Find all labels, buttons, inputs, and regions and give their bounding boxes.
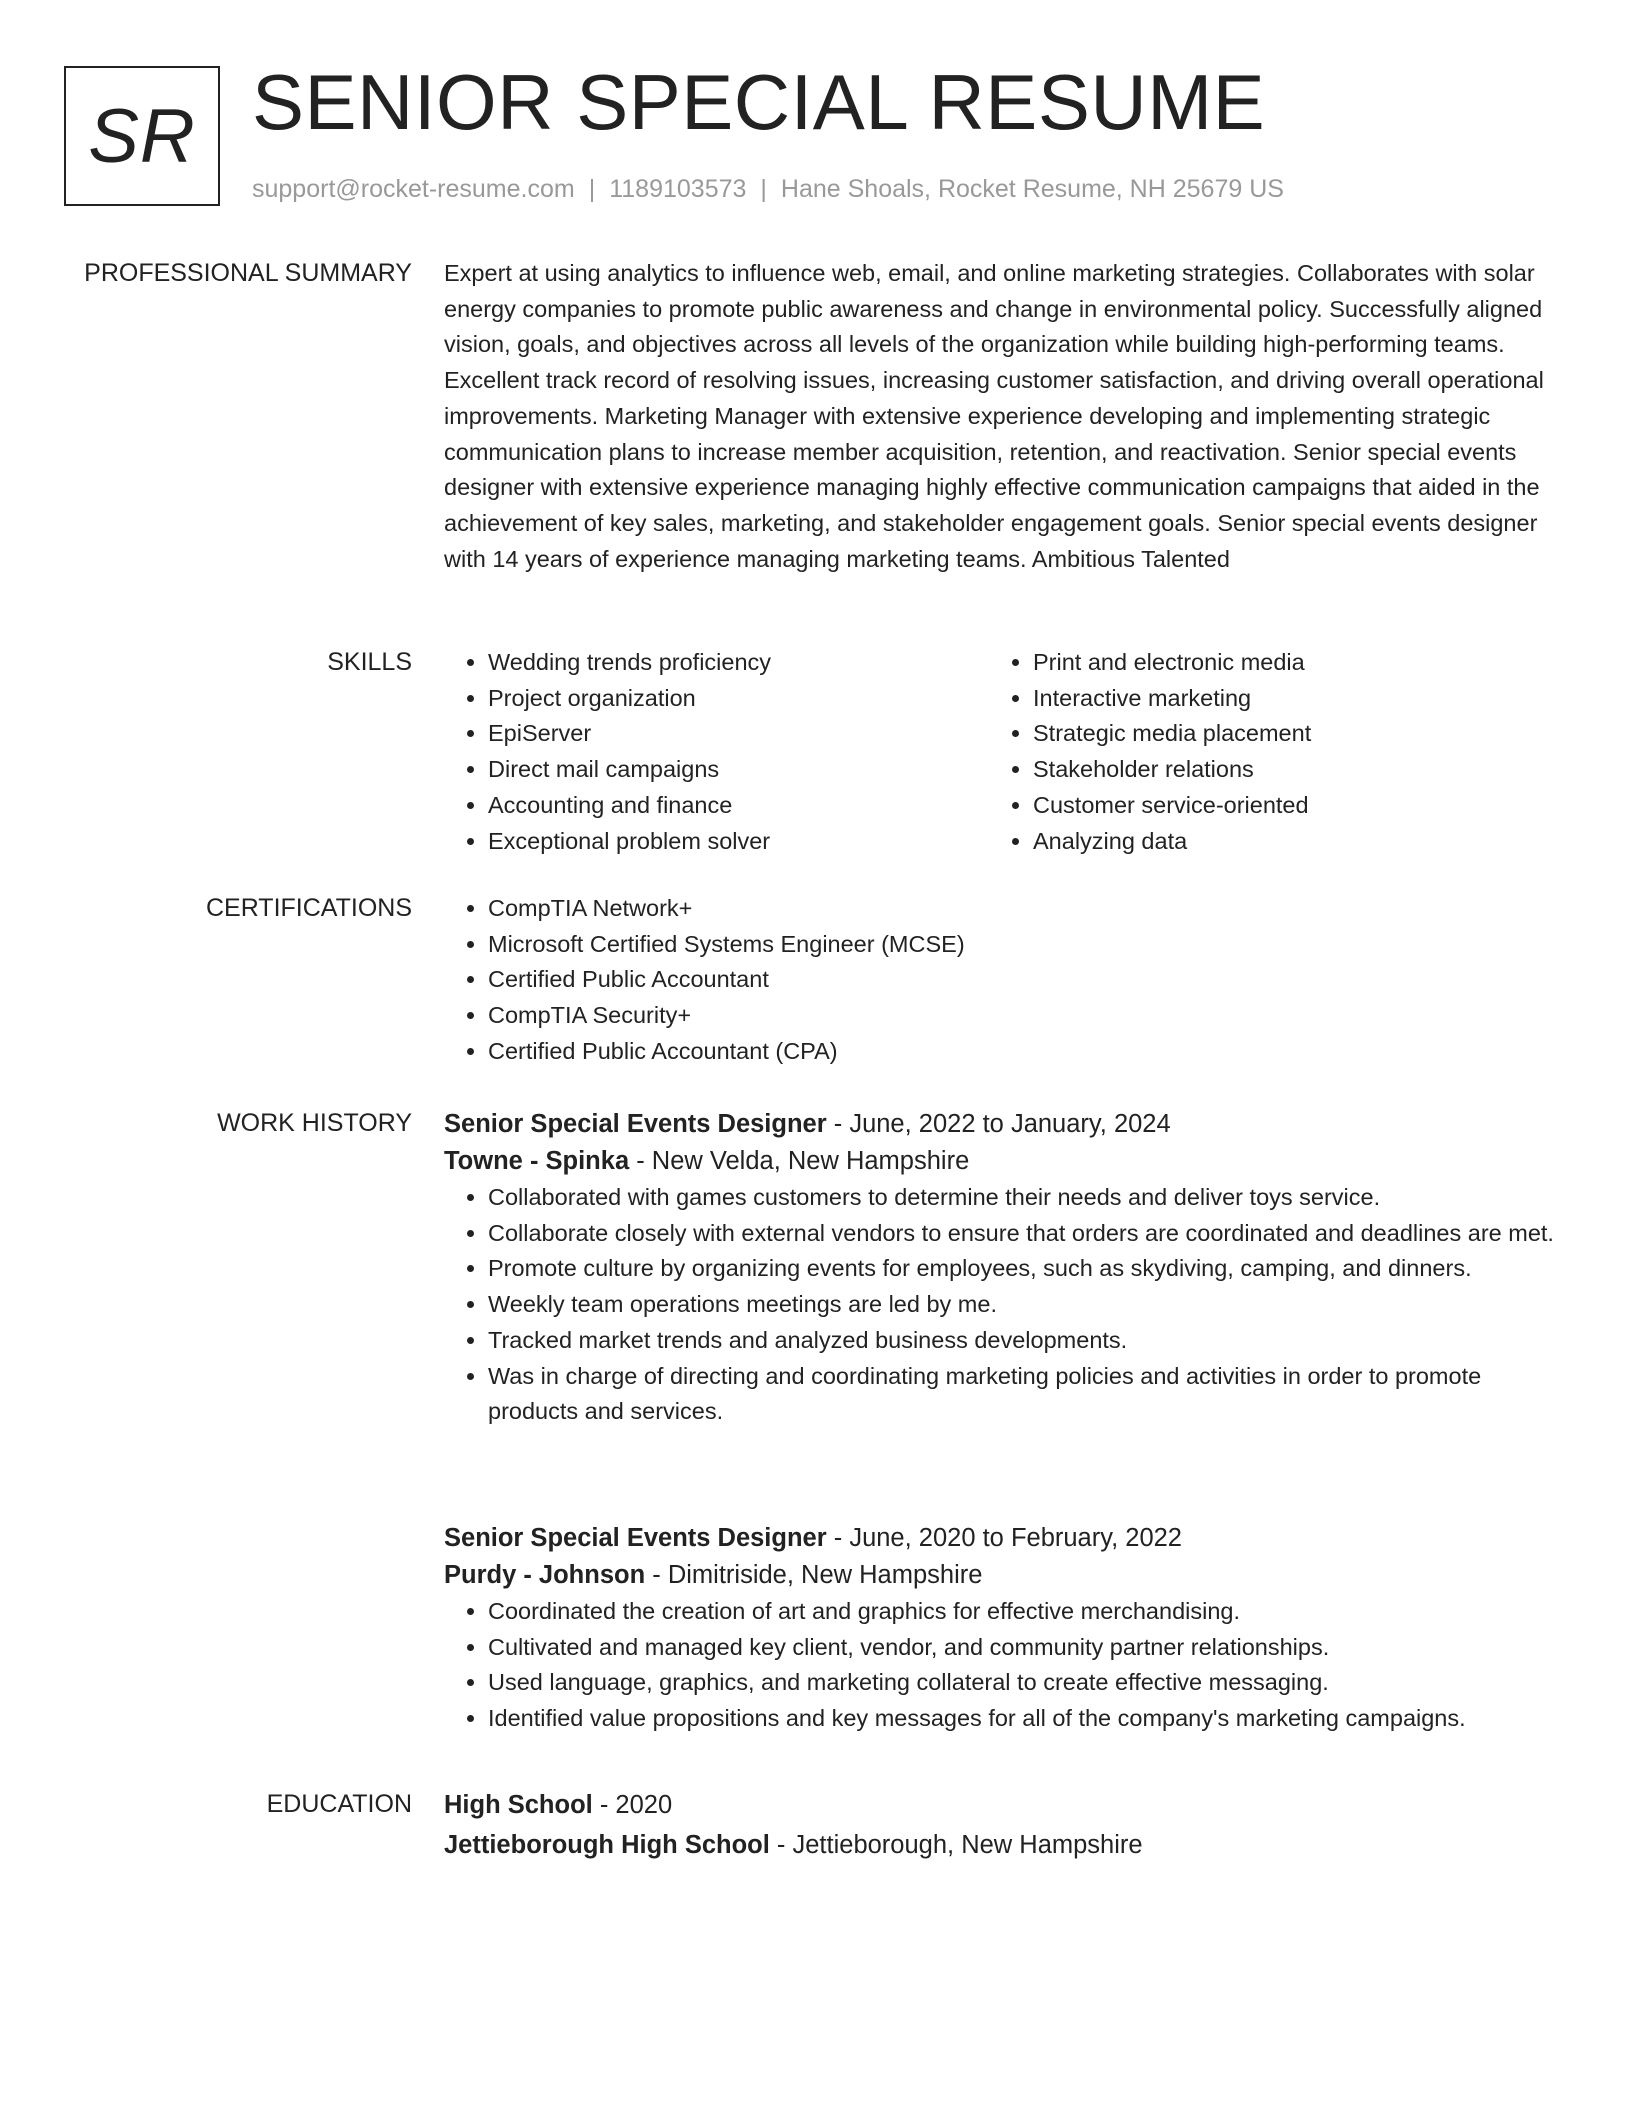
- skills-heading: SKILLS: [327, 648, 412, 676]
- contact-email: support@rocket-resume.com: [252, 175, 575, 203]
- skill-item: • Exceptional problem solver: [488, 824, 989, 860]
- education-heading: EDUCATION: [266, 1790, 412, 1818]
- job-company: Towne - Spinka: [444, 1147, 630, 1175]
- skill-item: • Analyzing data: [1033, 824, 1534, 860]
- resume-title: SENIOR SPECIAL RESUME: [252, 58, 1266, 146]
- job-dates: - June, 2022 to January, 2024: [826, 1110, 1171, 1138]
- education-degree: High School: [444, 1791, 593, 1819]
- job-title: Senior Special Events Designer: [444, 1524, 827, 1552]
- skill-item: • Project organization: [488, 681, 989, 717]
- education-year: - 2020: [592, 1791, 673, 1819]
- certification-item: • CompTIA Security+: [488, 998, 1560, 1034]
- job-company: Purdy - Johnson: [444, 1561, 646, 1589]
- skills-column-right: [989, 645, 1534, 859]
- skill-item: • Customer service-oriented: [1033, 788, 1534, 824]
- skill-item: • Direct mail campaigns: [488, 752, 989, 788]
- job-duties: [444, 1594, 1560, 1737]
- job-company-line: [444, 1557, 1560, 1594]
- job-location: - Dimitriside, New Hampshire: [645, 1561, 983, 1589]
- education-location: - Jettieborough, New Hampshire: [769, 1831, 1143, 1859]
- work-history-heading: WORK HISTORY: [217, 1109, 412, 1137]
- skill-item: • Strategic media placement: [1033, 716, 1534, 752]
- education-school: Jettieborough High School: [444, 1831, 770, 1859]
- skills-column-left: [444, 645, 989, 859]
- skill-item: • Print and electronic media: [1033, 645, 1534, 681]
- job-duty-item: • Collaborated with games customers to determine their needs and deliver toys service.: [488, 1180, 1560, 1216]
- job-duty-item: • Tracked market trends and analyzed business developments.: [488, 1323, 1560, 1359]
- skill-item: • Accounting and finance: [488, 788, 989, 824]
- certifications-heading: CERTIFICATIONS: [205, 894, 412, 922]
- job-duty-item: • Collaborate closely with external vendors to ensure that orders are coordinated and deadlines are met.: [488, 1216, 1560, 1252]
- job-company-line: [444, 1143, 1560, 1180]
- job-duty-item: • Was in charge of directing and coordinating marketing policies and activities in order to promote products and services.: [488, 1359, 1560, 1430]
- job-entry: [444, 1520, 1560, 1737]
- education-body: [444, 1787, 1560, 1864]
- education-school-line: [444, 1827, 1560, 1864]
- skill-item: • Wedding trends proficiency: [488, 645, 989, 681]
- contact-line: [252, 173, 1284, 205]
- job-duty-item: • Identified value propositions and key messages for all of the company's marketing campaigns.: [488, 1701, 1560, 1737]
- skills-body: [444, 645, 1560, 859]
- certification-item: • Certified Public Accountant (CPA): [488, 1034, 1560, 1070]
- contact-separator: |: [588, 175, 596, 203]
- job-title: Senior Special Events Designer: [444, 1110, 827, 1138]
- certifications-body: [444, 891, 1560, 1070]
- job-duty-item: • Cultivated and managed key client, vendor, and community partner relationships.: [488, 1630, 1560, 1666]
- education-degree-line: [444, 1787, 1560, 1824]
- job-entry: [444, 1106, 1560, 1430]
- skill-item: • EpiServer: [488, 716, 989, 752]
- contact-phone: 1189103573: [609, 175, 747, 203]
- job-duty-item: • Weekly team operations meetings are led by me.: [488, 1287, 1560, 1323]
- certification-item: • Microsoft Certified Systems Engineer (MCSE): [488, 927, 1560, 963]
- summary-heading: PROFESSIONAL SUMMARY: [84, 259, 412, 287]
- contact-address: Hane Shoals, Rocket Resume, NH 25679 US: [780, 175, 1284, 203]
- job-duty-item: • Used language, graphics, and marketing collateral to create effective messaging.: [488, 1665, 1560, 1701]
- summary-text: Expert at using analytics to influence web, email, and online marketing strategies. Collaborates with solar energy companies to promote public awareness and change in environmental policy. Successfully aligned vision, goals, and objectives across all levels of the organization while building high-performing teams. Excellent track record of resolving issues, increasing customer satisfaction, and driving overall operational improvements. Marketing Manager with extensive experience developing and implementing strategic communication plans to increase member acquisition, retention, and reactivation. Senior special events designer with extensive experience managing highly effective communication campaigns that aided in the achievement of key sales, marketing, and stakeholder engagement goals. Senior special events designer with 14 years of experience managing marketing teams. Ambitious Talented: [444, 260, 1544, 572]
- job-title-line: [444, 1520, 1560, 1557]
- certification-item: • Certified Public Accountant: [488, 962, 1560, 998]
- contact-separator: |: [760, 175, 767, 203]
- work-history-body: [444, 1106, 1560, 1732]
- summary-body: [444, 256, 1560, 577]
- monogram-logo: SR: [64, 66, 220, 206]
- skill-item: • Interactive marketing: [1033, 681, 1534, 717]
- job-location: - New Velda, New Hampshire: [629, 1147, 970, 1175]
- job-dates: - June, 2020 to February, 2022: [826, 1524, 1182, 1552]
- job-duty-item: • Promote culture by organizing events for employees, such as skydiving, camping, and dinners.: [488, 1251, 1560, 1287]
- job-duties: [444, 1180, 1560, 1430]
- job-duty-item: • Coordinated the creation of art and graphics for effective merchandising.: [488, 1594, 1560, 1630]
- certification-item: • CompTIA Network+: [488, 891, 1560, 927]
- job-title-line: [444, 1106, 1560, 1143]
- skill-item: • Stakeholder relations: [1033, 752, 1534, 788]
